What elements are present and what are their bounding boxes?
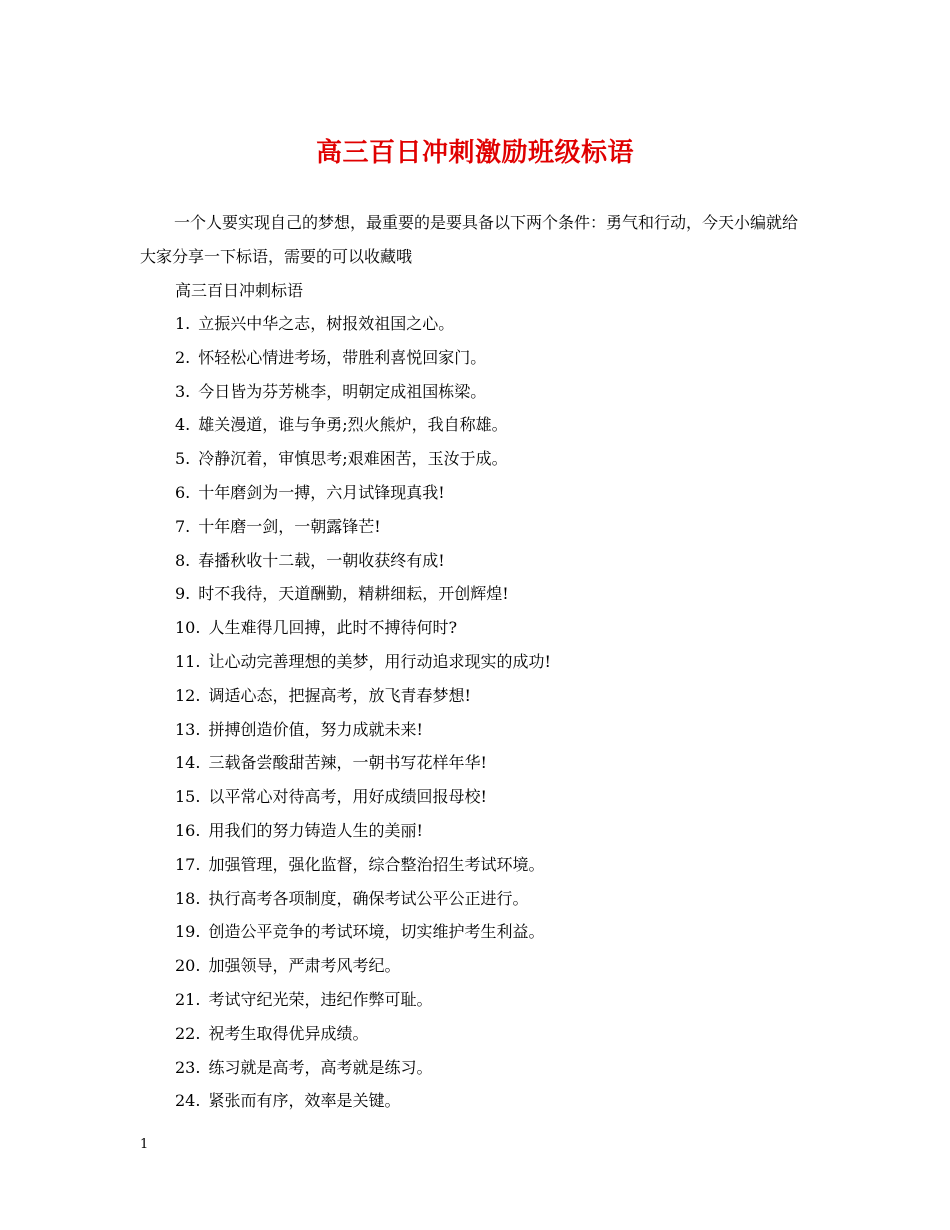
list-item <box>175 719 551 753</box>
list-item-number: 3. <box>175 381 191 401</box>
list-item-number: 22. <box>175 1023 201 1043</box>
page-number: 1 <box>140 1137 149 1152</box>
list-item-text: 怀轻松心情进考场，带胜利喜悦回家门。 <box>198 347 487 367</box>
list-item-text: 练习就是高考，高考就是练习。 <box>208 1057 433 1077</box>
list-item-number: 4. <box>175 415 191 435</box>
list-item <box>175 583 551 617</box>
list-item-number: 6. <box>175 482 191 502</box>
list-item <box>175 989 551 1023</box>
list-item <box>175 516 551 550</box>
list-item-number: 15. <box>175 787 201 807</box>
list-item-text: 冷静沉着，审慎思考;艰难困苦，玉汝于成。 <box>198 449 508 469</box>
list-item <box>175 820 551 854</box>
list-item-text: 执行高考各项制度，确保考试公平公正进行。 <box>208 888 529 908</box>
list-item <box>175 854 551 888</box>
list-item-text: 用我们的努力铸造人生的美丽! <box>208 820 423 840</box>
list-item <box>175 313 551 347</box>
list-item-text: 调适心态，把握高考，放飞青春梦想! <box>208 685 471 705</box>
list-item <box>175 1023 551 1057</box>
list-item <box>175 1057 551 1091</box>
list-item-number: 8. <box>175 550 191 570</box>
list-item-text: 三载备尝酸甜苦辣，一朝书写花样年华! <box>208 753 487 773</box>
list-item <box>175 1090 551 1124</box>
list-item-number: 12. <box>175 685 201 705</box>
list-item <box>175 550 551 584</box>
list-item <box>175 381 551 415</box>
list-item-text: 加强领导，严肃考风考纪。 <box>208 956 401 976</box>
list-item-number: 14. <box>175 753 201 773</box>
list-item-text: 拼搏创造价值，努力成就未来! <box>208 719 423 739</box>
list-item-number: 16. <box>175 820 201 840</box>
list-item-number: 9. <box>175 584 191 604</box>
list-item <box>175 448 551 482</box>
list-item <box>175 482 551 516</box>
list-item-number: 11. <box>175 651 201 671</box>
list-item-text: 加强管理，强化监督，综合整治招生考试环境。 <box>208 854 545 874</box>
list-item <box>175 685 551 719</box>
list-item-number: 2. <box>175 347 191 367</box>
list-item-text: 春播秋收十二载，一朝收获终有成! <box>198 550 445 570</box>
list-item <box>175 414 551 448</box>
list-item-text: 时不我待，天道酬勤，精耕细耘，开创辉煌! <box>198 584 509 604</box>
list-item-text: 考试守纪光荣，违纪作弊可耻。 <box>208 989 433 1009</box>
list-item <box>175 752 551 786</box>
list-item-text: 让心动完善理想的美梦，用行动追求现实的成功! <box>208 651 551 671</box>
list-item-number: 10. <box>175 618 201 638</box>
list-item <box>175 921 551 955</box>
list-item <box>175 617 551 651</box>
list-item-text: 祝考生取得优异成绩。 <box>208 1023 369 1043</box>
list-item-number: 20. <box>175 956 201 976</box>
list-item <box>175 651 551 685</box>
list-item-text: 人生难得几回搏，此时不搏待何时? <box>208 618 458 638</box>
list-item-text: 立振兴中华之志，树报效祖国之心。 <box>198 314 455 333</box>
list-item-number: 18. <box>175 888 201 908</box>
list-item-number: 21. <box>175 989 201 1009</box>
list-item-number: 1. <box>175 314 191 333</box>
list-item-number: 23. <box>175 1057 201 1077</box>
list-item-text: 创造公平竞争的考试环境，切实维护考生利益。 <box>208 922 545 942</box>
list-item-text: 今日皆为芬芳桃李，明朝定成祖国栋梁。 <box>198 381 487 401</box>
document-title: 高三百日冲刺激励班级标语 <box>315 138 634 168</box>
list-item <box>175 347 551 381</box>
list-item-number: 7. <box>175 516 191 536</box>
list-item-text: 十年磨一剑，一朝露锋芒! <box>198 516 381 536</box>
list-item-number: 17. <box>175 854 201 874</box>
list-item-text: 十年磨剑为一搏，六月试锋现真我! <box>198 482 445 502</box>
intro-paragraph: 一个人要实现自己的梦想，最重要的是要具备以下两个条件：勇气和行动，今天小编就给大家分享一下标语，需要的可以收藏哦 <box>140 213 799 266</box>
list-item <box>175 786 551 820</box>
list-item-text: 雄关漫道，谁与争勇;烈火熊炉，我自称雄。 <box>198 415 508 435</box>
list-item-number: 5. <box>175 449 191 469</box>
list-item-number: 19. <box>175 922 201 942</box>
list-item-number: 13. <box>175 719 201 739</box>
list-item <box>175 888 551 922</box>
section-heading: 高三百日冲刺标语 <box>175 281 304 300</box>
list-item-text: 紧张而有序，效率是关键。 <box>208 1091 401 1111</box>
slogan-list <box>175 313 551 1124</box>
list-item <box>175 955 551 989</box>
list-item-text: 以平常心对待高考，用好成绩回报母校! <box>208 787 487 807</box>
list-item-number: 24. <box>175 1091 201 1111</box>
